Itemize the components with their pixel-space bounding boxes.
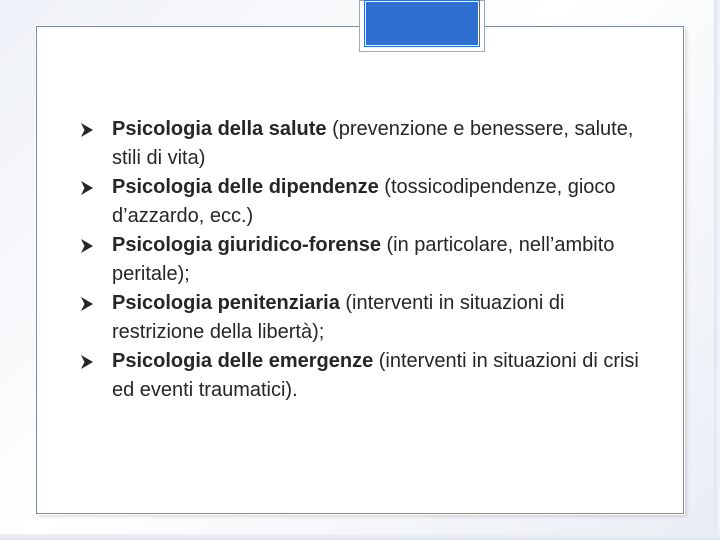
bullet-description: (prevenzione e benessere, salute, stili di vita) <box>112 118 634 169</box>
bullet-list <box>80 115 640 405</box>
arrowhead-bullet-icon <box>80 289 100 318</box>
title-accent-box <box>359 0 485 52</box>
bullet-item-psicologia-dipendenze <box>80 173 640 231</box>
bullet-item-psicologia-penitenziaria <box>80 289 640 347</box>
bullet-heading: Psicologia giuridico-forense <box>112 234 381 256</box>
bullet-item-psicologia-salute <box>80 115 640 173</box>
arrowhead-bullet-icon <box>80 347 100 376</box>
arrowhead-bullet-icon <box>80 173 100 202</box>
bullet-heading: Psicologia delle dipendenze <box>112 176 379 198</box>
title-accent-fill <box>365 1 479 46</box>
bullet-heading: Psicologia penitenziaria <box>112 292 340 314</box>
arrowhead-bullet-icon <box>80 115 100 144</box>
arrowhead-bullet-icon <box>80 231 100 260</box>
bullet-description: (tossicodipendenze, gioco d’azzardo, ecc.) <box>112 176 616 227</box>
bullet-heading: Psicologia della salute <box>112 118 327 140</box>
bottom-edge-decoration <box>0 534 720 540</box>
bullet-description: (interventi in situazioni di restrizione della libertà); <box>112 292 565 343</box>
bullet-description: (in particolare, nell’ambito peritale); <box>112 234 615 285</box>
right-edge-decoration <box>714 0 720 540</box>
bullet-heading: Psicologia delle emergenze <box>112 350 374 372</box>
bullet-item-psicologia-forense <box>80 231 640 289</box>
bullet-item-psicologia-emergenze <box>80 347 640 405</box>
bullet-description: (interventi in situazioni di crisi ed eventi traumatici). <box>112 350 639 401</box>
